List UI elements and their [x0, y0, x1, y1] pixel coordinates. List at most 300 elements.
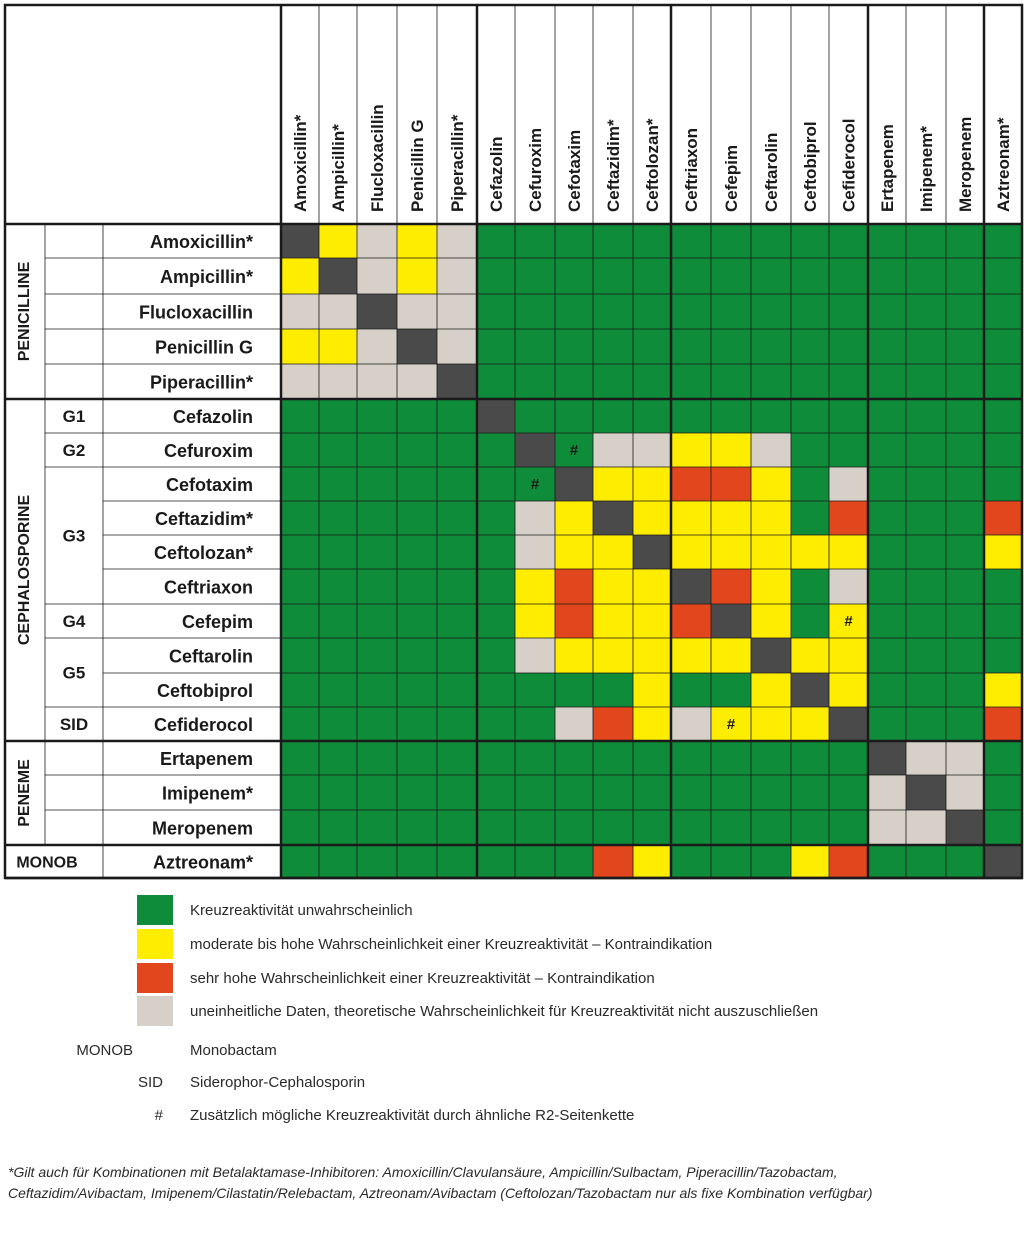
cell-imipenem-x-cefotaxim — [555, 775, 593, 810]
cell-cefiderocol-x-aztreonam — [984, 707, 1022, 741]
cell-cefuroxim-x-ceftriaxon — [671, 433, 711, 467]
cell-flucloxacillin-x-cefepim — [711, 294, 751, 329]
cell-ceftolozan-x-ceftazidim — [593, 535, 633, 569]
cell-penicillin-g-x-aztreonam — [984, 329, 1022, 364]
cell-piperacillin-x-piperacillin — [437, 364, 477, 399]
cell-penicillin-g-x-piperacillin — [437, 329, 477, 364]
legend — [0, 890, 1024, 1140]
row-label-cefotaxim: Cefotaxim — [165, 475, 253, 495]
cell-ceftazidim-x-cefotaxim — [555, 501, 593, 535]
cell-piperacillin-x-ceftobiprol — [791, 364, 829, 399]
cell-cefiderocol-x-ceftobiprol — [791, 707, 829, 741]
cell-ceftarolin-x-aztreonam — [984, 638, 1022, 673]
cell-cefuroxim-x-cefiderocol — [829, 433, 868, 467]
cell-flucloxacillin-x-ertapenem — [868, 294, 906, 329]
cell-cefuroxim-x-imipenem — [906, 433, 946, 467]
cell-ceftobiprol-x-amoxicillin — [281, 673, 319, 707]
cell-aztreonam-x-cefepim — [711, 845, 751, 878]
cell-penicillin-g-x-penicillin-g — [397, 329, 437, 364]
cell-ceftarolin-x-ceftobiprol — [791, 638, 829, 673]
cell-ertapenem-x-ceftriaxon — [671, 741, 711, 775]
cell-cefazolin-x-cefiderocol — [829, 399, 868, 433]
row-group-label-penicilline: PENICILLINE — [16, 261, 33, 362]
cell-ertapenem-x-flucloxacillin — [357, 741, 397, 775]
cell-ampicillin-x-aztreonam — [984, 258, 1022, 294]
cell-ceftobiprol-x-cefiderocol — [829, 673, 868, 707]
cell-cefazolin-x-cefotaxim — [555, 399, 593, 433]
column-label-imipenem: Imipenem* — [917, 126, 936, 212]
cell-ertapenem-x-cefiderocol — [829, 741, 868, 775]
cell-meropenem-x-amoxicillin — [281, 810, 319, 845]
cell-penicillin-g-x-cefuroxim — [515, 329, 555, 364]
column-label-meropenem: Meropenem — [956, 116, 975, 212]
cell-imipenem-x-cefepim — [711, 775, 751, 810]
subgroup-label-g2: G2 — [62, 441, 86, 460]
cell-cefepim-x-cefepim — [711, 604, 751, 638]
cell-ceftriaxon-x-penicillin-g — [397, 569, 437, 604]
cell-amoxicillin-x-ampicillin — [319, 224, 357, 258]
hash-mark: # — [530, 476, 540, 493]
cell-ertapenem-x-ceftarolin — [751, 741, 791, 775]
cell-ceftriaxon-x-amoxicillin — [281, 569, 319, 604]
cell-cefazolin-x-aztreonam — [984, 399, 1022, 433]
row-label-cefepim: Cefepim — [181, 612, 253, 632]
cell-ceftolozan-x-meropenem — [946, 535, 984, 569]
row-label-aztreonam: Aztreonam* — [152, 852, 253, 873]
cell-ampicillin-x-penicillin-g — [397, 258, 437, 294]
cell-flucloxacillin-x-ceftazidim — [593, 294, 633, 329]
cell-aztreonam-x-amoxicillin — [281, 845, 319, 878]
row-label-amoxicillin: Amoxicillin* — [149, 232, 253, 252]
cell-imipenem-x-amoxicillin — [281, 775, 319, 810]
cell-cefepim-x-cefazolin — [477, 604, 515, 638]
cell-ampicillin-x-ceftolozan — [633, 258, 671, 294]
cell-ampicillin-x-ceftazidim — [593, 258, 633, 294]
cell-cefuroxim-x-penicillin-g — [397, 433, 437, 467]
cell-meropenem-x-ceftarolin — [751, 810, 791, 845]
cell-meropenem-x-ertapenem — [868, 810, 906, 845]
subgroup-label-sid: SID — [59, 715, 89, 734]
cell-imipenem-x-cefiderocol — [829, 775, 868, 810]
cell-flucloxacillin-x-cefotaxim — [555, 294, 593, 329]
cell-penicillin-g-x-cefiderocol — [829, 329, 868, 364]
cell-amoxicillin-x-ceftriaxon — [671, 224, 711, 258]
cell-piperacillin-x-ceftazidim — [593, 364, 633, 399]
legend-item-very-high — [0, 963, 1024, 993]
footnote-line: *Gilt auch für Kombinationen mit Betalaktamase-Inhibitoren: Amoxicillin/Clavulansäure, Ampicillin/Sulbactam, Piperacillin/Tazobactam, — [8, 1164, 838, 1180]
column-label-ceftriaxon: Ceftriaxon — [682, 127, 701, 212]
hash-mark: # — [844, 613, 853, 630]
cell-meropenem-x-ceftolozan — [633, 810, 671, 845]
legend-swatch-beige — [137, 996, 173, 1026]
cell-aztreonam-x-ceftriaxon — [671, 845, 711, 878]
cell-ampicillin-x-cefiderocol — [829, 258, 868, 294]
cell-piperacillin-x-cefazolin — [477, 364, 515, 399]
cell-ceftarolin-x-ceftarolin — [751, 638, 791, 673]
cell-ceftolozan-x-ampicillin — [319, 535, 357, 569]
cell-ceftarolin-x-imipenem — [906, 638, 946, 673]
cell-ceftolozan-x-ceftriaxon — [671, 535, 711, 569]
cell-ceftobiprol-x-ceftobiprol — [791, 673, 829, 707]
cell-cefotaxim-x-ceftobiprol — [791, 467, 829, 501]
cell-imipenem-x-ampicillin — [319, 775, 357, 810]
cell-ceftazidim-x-ertapenem — [868, 501, 906, 535]
cell-cefotaxim-x-cefiderocol — [829, 467, 868, 501]
cell-cefazolin-x-ampicillin — [319, 399, 357, 433]
cell-cefiderocol-x-ertapenem — [868, 707, 906, 741]
legend-label: sehr hohe Wahrscheinlichkeit einer Kreuzreaktivität – Kontraindikation — [190, 969, 655, 987]
cell-piperacillin-x-ceftriaxon — [671, 364, 711, 399]
cell-ceftobiprol-x-ceftarolin — [751, 673, 791, 707]
row-label-piperacillin: Piperacillin* — [149, 372, 253, 393]
cell-ceftolozan-x-ceftobiprol — [791, 535, 829, 569]
cell-cefuroxim-x-ceftolozan — [633, 433, 671, 467]
legend-item-unlikely — [0, 895, 1024, 925]
cell-penicillin-g-x-amoxicillin — [281, 329, 319, 364]
cell-ceftazidim-x-meropenem — [946, 501, 984, 535]
cell-cefepim-x-amoxicillin — [281, 604, 319, 638]
cell-ceftriaxon-x-cefiderocol — [829, 569, 868, 604]
cell-cefuroxim-x-aztreonam — [984, 433, 1022, 467]
cell-ampicillin-x-cefazolin — [477, 258, 515, 294]
cell-ceftolozan-x-flucloxacillin — [357, 535, 397, 569]
footnote — [8, 1162, 1008, 1204]
cell-imipenem-x-ceftriaxon — [671, 775, 711, 810]
cell-ceftarolin-x-cefuroxim — [515, 638, 555, 673]
cell-cefiderocol-x-ceftolozan — [633, 707, 671, 741]
row-label-imipenem: Imipenem* — [161, 783, 253, 804]
cell-ceftazidim-x-cefepim — [711, 501, 751, 535]
cell-meropenem-x-cefotaxim — [555, 810, 593, 845]
cell-ampicillin-x-ceftriaxon — [671, 258, 711, 294]
cell-flucloxacillin-x-piperacillin — [437, 294, 477, 329]
column-label-ceftobiprol: Ceftobiprol — [801, 121, 820, 212]
cell-cefuroxim-x-ceftarolin — [751, 433, 791, 467]
cell-meropenem-x-imipenem — [906, 810, 946, 845]
cell-cefiderocol-x-cefotaxim — [555, 707, 593, 741]
cell-ampicillin-x-cefuroxim — [515, 258, 555, 294]
cell-ceftobiprol-x-meropenem — [946, 673, 984, 707]
column-label-cefiderocol: Cefiderocol — [839, 118, 859, 212]
abbr-key: MONOB — [76, 1041, 133, 1059]
cell-cefazolin-x-amoxicillin — [281, 399, 319, 433]
cell-ceftriaxon-x-ceftolozan — [633, 569, 671, 604]
cell-ceftarolin-x-cefotaxim — [555, 638, 593, 673]
cell-ceftazidim-x-imipenem — [906, 501, 946, 535]
row-label-penicillin-g: Penicillin G — [154, 337, 253, 358]
cell-ceftriaxon-x-cefuroxim — [515, 569, 555, 604]
cell-ceftolozan-x-ceftolozan — [633, 535, 671, 569]
cell-amoxicillin-x-ceftazidim — [593, 224, 633, 258]
column-label-cefotaxim: Cefotaxim — [565, 129, 584, 212]
column-label-ceftolozan: Ceftolozan* — [643, 118, 662, 212]
cell-amoxicillin-x-cefazolin — [477, 224, 515, 258]
cell-meropenem-x-cefazolin — [477, 810, 515, 845]
cell-aztreonam-x-imipenem — [906, 845, 946, 878]
cell-ceftarolin-x-ceftriaxon — [671, 638, 711, 673]
cell-penicillin-g-x-meropenem — [946, 329, 984, 364]
cell-aztreonam-x-ceftobiprol — [791, 845, 829, 878]
cell-meropenem-x-cefepim — [711, 810, 751, 845]
legend-abbr-sid — [0, 1067, 1024, 1097]
cell-ceftazidim-x-penicillin-g — [397, 501, 437, 535]
cell-aztreonam-x-cefotaxim — [555, 845, 593, 878]
cell-cefazolin-x-ertapenem — [868, 399, 906, 433]
cell-amoxicillin-x-imipenem — [906, 224, 946, 258]
cell-flucloxacillin-x-flucloxacillin — [357, 294, 397, 329]
cell-cefotaxim-x-ampicillin — [319, 467, 357, 501]
cell-ceftobiprol-x-cefotaxim — [555, 673, 593, 707]
cell-amoxicillin-x-cefuroxim — [515, 224, 555, 258]
cell-aztreonam-x-piperacillin — [437, 845, 477, 878]
cell-flucloxacillin-x-aztreonam — [984, 294, 1022, 329]
cell-cefepim-x-ampicillin — [319, 604, 357, 638]
cell-ceftarolin-x-amoxicillin — [281, 638, 319, 673]
cell-penicillin-g-x-imipenem — [906, 329, 946, 364]
cell-piperacillin-x-ampicillin — [319, 364, 357, 399]
column-label-amoxicillin: Amoxicillin* — [291, 114, 310, 212]
row-label-ceftobiprol: Ceftobiprol — [157, 681, 253, 701]
cell-ceftriaxon-x-cefepim — [711, 569, 751, 604]
cell-amoxicillin-x-ertapenem — [868, 224, 906, 258]
column-label-cefepim: Cefepim — [722, 144, 741, 212]
cell-piperacillin-x-ertapenem — [868, 364, 906, 399]
cell-cefotaxim-x-cefazolin — [477, 467, 515, 501]
cell-ceftriaxon-x-ampicillin — [319, 569, 357, 604]
cell-penicillin-g-x-ceftolozan — [633, 329, 671, 364]
cell-cefepim-x-imipenem — [906, 604, 946, 638]
cell-cefotaxim-x-amoxicillin — [281, 467, 319, 501]
cell-imipenem-x-cefazolin — [477, 775, 515, 810]
cell-flucloxacillin-x-ceftarolin — [751, 294, 791, 329]
cell-imipenem-x-piperacillin — [437, 775, 477, 810]
row-group-label-peneme: PENEME — [16, 759, 33, 827]
cell-ceftolozan-x-ceftarolin — [751, 535, 791, 569]
cell-ampicillin-x-cefepim — [711, 258, 751, 294]
cell-flucloxacillin-x-penicillin-g — [397, 294, 437, 329]
row-label-ceftarolin: Ceftarolin — [168, 646, 253, 667]
cell-ceftolozan-x-imipenem — [906, 535, 946, 569]
footnote-line: Ceftazidim/Avibactam, Imipenem/Cilastatin/Relebactam, Aztreonam/Avibactam (Ceftolozan/Tazobactam nur als fixe Kombination verfügbar) — [8, 1185, 873, 1201]
cell-cefiderocol-x-ceftriaxon — [671, 707, 711, 741]
cell-imipenem-x-cefuroxim — [515, 775, 555, 810]
cell-ceftazidim-x-ceftriaxon — [671, 501, 711, 535]
cell-cefazolin-x-ceftriaxon — [671, 399, 711, 433]
cell-penicillin-g-x-cefazolin — [477, 329, 515, 364]
cell-cefuroxim-x-ceftobiprol — [791, 433, 829, 467]
cell-cefazolin-x-piperacillin — [437, 399, 477, 433]
column-label-ceftarolin: Ceftarolin — [762, 132, 781, 212]
cell-cefuroxim-x-piperacillin — [437, 433, 477, 467]
cell-cefuroxim-x-ampicillin — [319, 433, 357, 467]
cell-cefiderocol-x-piperacillin — [437, 707, 477, 741]
cell-ceftolozan-x-cefuroxim — [515, 535, 555, 569]
cell-ceftobiprol-x-imipenem — [906, 673, 946, 707]
cell-cefepim-x-ceftarolin — [751, 604, 791, 638]
cell-piperacillin-x-ceftarolin — [751, 364, 791, 399]
column-label-ceftazidim: Ceftazidim* — [604, 119, 623, 212]
cell-cefiderocol-x-cefiderocol — [829, 707, 868, 741]
cell-ertapenem-x-aztreonam — [984, 741, 1022, 775]
cell-ceftolozan-x-piperacillin — [437, 535, 477, 569]
cell-amoxicillin-x-amoxicillin — [281, 224, 319, 258]
cell-cefazolin-x-cefazolin — [477, 399, 515, 433]
cell-imipenem-x-ceftobiprol — [791, 775, 829, 810]
legend-label: moderate bis hohe Wahrscheinlichkeit einer Kreuzreaktivität – Kontraindikation — [190, 935, 713, 953]
cell-ertapenem-x-ceftolozan — [633, 741, 671, 775]
row-label-cefazolin: Cefazolin — [172, 407, 253, 427]
cell-ceftazidim-x-ceftazidim — [593, 501, 633, 535]
cell-meropenem-x-ampicillin — [319, 810, 357, 845]
cell-ceftriaxon-x-ertapenem — [868, 569, 906, 604]
cell-ertapenem-x-meropenem — [946, 741, 984, 775]
cell-ceftobiprol-x-aztreonam — [984, 673, 1022, 707]
cell-ceftolozan-x-cefepim — [711, 535, 751, 569]
cell-cefuroxim-x-amoxicillin — [281, 433, 319, 467]
cell-ceftriaxon-x-imipenem — [906, 569, 946, 604]
cell-piperacillin-x-cefepim — [711, 364, 751, 399]
cell-amoxicillin-x-cefiderocol — [829, 224, 868, 258]
cell-flucloxacillin-x-cefiderocol — [829, 294, 868, 329]
cell-ceftobiprol-x-flucloxacillin — [357, 673, 397, 707]
cell-ertapenem-x-cefepim — [711, 741, 751, 775]
cell-cefotaxim-x-ceftazidim — [593, 467, 633, 501]
cell-cefotaxim-x-meropenem — [946, 467, 984, 501]
cell-ceftazidim-x-cefuroxim — [515, 501, 555, 535]
column-label-aztreonam: Aztreonam* — [994, 117, 1013, 212]
cell-meropenem-x-ceftriaxon — [671, 810, 711, 845]
cell-ampicillin-x-ceftobiprol — [791, 258, 829, 294]
cell-cefiderocol-x-cefuroxim — [515, 707, 555, 741]
cell-ceftarolin-x-meropenem — [946, 638, 984, 673]
cell-flucloxacillin-x-ceftobiprol — [791, 294, 829, 329]
cell-ceftarolin-x-ertapenem — [868, 638, 906, 673]
cell-ceftazidim-x-amoxicillin — [281, 501, 319, 535]
cell-cefiderocol-x-imipenem — [906, 707, 946, 741]
cell-ertapenem-x-amoxicillin — [281, 741, 319, 775]
cell-cefotaxim-x-ceftarolin — [751, 467, 791, 501]
cell-ertapenem-x-piperacillin — [437, 741, 477, 775]
cell-cefiderocol-x-amoxicillin — [281, 707, 319, 741]
cell-ceftriaxon-x-piperacillin — [437, 569, 477, 604]
cell-flucloxacillin-x-cefazolin — [477, 294, 515, 329]
cell-ceftobiprol-x-ceftolozan — [633, 673, 671, 707]
cell-ceftarolin-x-ceftazidim — [593, 638, 633, 673]
cell-ceftazidim-x-ceftarolin — [751, 501, 791, 535]
cell-cefazolin-x-imipenem — [906, 399, 946, 433]
row-label-ceftolozan: Ceftolozan* — [154, 543, 253, 563]
cell-cefuroxim-x-cefepim — [711, 433, 751, 467]
cell-cefotaxim-x-aztreonam — [984, 467, 1022, 501]
cell-ceftolozan-x-cefotaxim — [555, 535, 593, 569]
cell-ceftobiprol-x-ampicillin — [319, 673, 357, 707]
cell-aztreonam-x-cefiderocol — [829, 845, 868, 878]
cell-cefazolin-x-cefepim — [711, 399, 751, 433]
cell-ceftriaxon-x-ceftobiprol — [791, 569, 829, 604]
cell-ceftazidim-x-cefazolin — [477, 501, 515, 535]
cell-meropenem-x-cefiderocol — [829, 810, 868, 845]
column-label-ertapenem: Ertapenem — [878, 124, 897, 212]
cell-meropenem-x-ceftazidim — [593, 810, 633, 845]
cell-ceftarolin-x-flucloxacillin — [357, 638, 397, 673]
cell-ceftazidim-x-cefiderocol — [829, 501, 868, 535]
cell-ceftolozan-x-aztreonam — [984, 535, 1022, 569]
cell-cefazolin-x-penicillin-g — [397, 399, 437, 433]
cell-ceftriaxon-x-cefazolin — [477, 569, 515, 604]
cell-ceftarolin-x-ampicillin — [319, 638, 357, 673]
cell-cefazolin-x-cefuroxim — [515, 399, 555, 433]
cell-piperacillin-x-imipenem — [906, 364, 946, 399]
cell-penicillin-g-x-ceftarolin — [751, 329, 791, 364]
column-label-cefazolin: Cefazolin — [487, 136, 506, 212]
cell-ceftolozan-x-amoxicillin — [281, 535, 319, 569]
cell-cefiderocol-x-cefazolin — [477, 707, 515, 741]
cell-penicillin-g-x-ampicillin — [319, 329, 357, 364]
cell-meropenem-x-piperacillin — [437, 810, 477, 845]
cell-imipenem-x-flucloxacillin — [357, 775, 397, 810]
cell-ertapenem-x-ertapenem — [868, 741, 906, 775]
cell-cefuroxim-x-cefazolin — [477, 433, 515, 467]
cell-imipenem-x-ceftazidim — [593, 775, 633, 810]
cell-aztreonam-x-ceftolozan — [633, 845, 671, 878]
cell-cefazolin-x-ceftazidim — [593, 399, 633, 433]
cell-cefiderocol-x-ampicillin — [319, 707, 357, 741]
cell-ceftriaxon-x-meropenem — [946, 569, 984, 604]
cell-amoxicillin-x-aztreonam — [984, 224, 1022, 258]
subgroup-label-g4: G4 — [62, 612, 86, 631]
legend-swatch-yellow — [137, 929, 173, 959]
cell-imipenem-x-meropenem — [946, 775, 984, 810]
cell-ceftriaxon-x-ceftarolin — [751, 569, 791, 604]
cell-cefotaxim-x-piperacillin — [437, 467, 477, 501]
cell-penicillin-g-x-cefotaxim — [555, 329, 593, 364]
cell-imipenem-x-ceftarolin — [751, 775, 791, 810]
cell-imipenem-x-ertapenem — [868, 775, 906, 810]
cell-cefepim-x-ertapenem — [868, 604, 906, 638]
row-group-label-cephalosporine: CEPHALOSPORINE — [16, 494, 33, 646]
cell-cefepim-x-aztreonam — [984, 604, 1022, 638]
cell-ampicillin-x-ertapenem — [868, 258, 906, 294]
row-label-meropenem: Meropenem — [151, 818, 253, 839]
row-label-flucloxacillin: Flucloxacillin — [138, 302, 253, 323]
cell-penicillin-g-x-ertapenem — [868, 329, 906, 364]
abbr-text: Siderophor-Cephalosporin — [190, 1073, 366, 1091]
row-label-cefuroxim: Cefuroxim — [163, 441, 253, 461]
legend-label: Kreuzreaktivität unwahrscheinlich — [190, 901, 413, 919]
cell-cefotaxim-x-flucloxacillin — [357, 467, 397, 501]
cell-ertapenem-x-penicillin-g — [397, 741, 437, 775]
row-group-label-monob: MONOB — [16, 854, 78, 872]
cell-flucloxacillin-x-ampicillin — [319, 294, 357, 329]
cell-penicillin-g-x-flucloxacillin — [357, 329, 397, 364]
cell-ceftarolin-x-piperacillin — [437, 638, 477, 673]
cell-ceftarolin-x-penicillin-g — [397, 638, 437, 673]
cell-ampicillin-x-amoxicillin — [281, 258, 319, 294]
cell-piperacillin-x-amoxicillin — [281, 364, 319, 399]
cell-cefazolin-x-ceftolozan — [633, 399, 671, 433]
cell-ceftobiprol-x-ertapenem — [868, 673, 906, 707]
cell-amoxicillin-x-ceftolozan — [633, 224, 671, 258]
cell-aztreonam-x-meropenem — [946, 845, 984, 878]
cell-aztreonam-x-flucloxacillin — [357, 845, 397, 878]
cell-ceftriaxon-x-ceftriaxon — [671, 569, 711, 604]
cell-meropenem-x-aztreonam — [984, 810, 1022, 845]
abbr-text: Monobactam — [190, 1041, 277, 1059]
legend-swatch-red — [137, 963, 173, 993]
cell-ceftriaxon-x-cefotaxim — [555, 569, 593, 604]
cell-imipenem-x-imipenem — [906, 775, 946, 810]
cell-cefuroxim-x-meropenem — [946, 433, 984, 467]
